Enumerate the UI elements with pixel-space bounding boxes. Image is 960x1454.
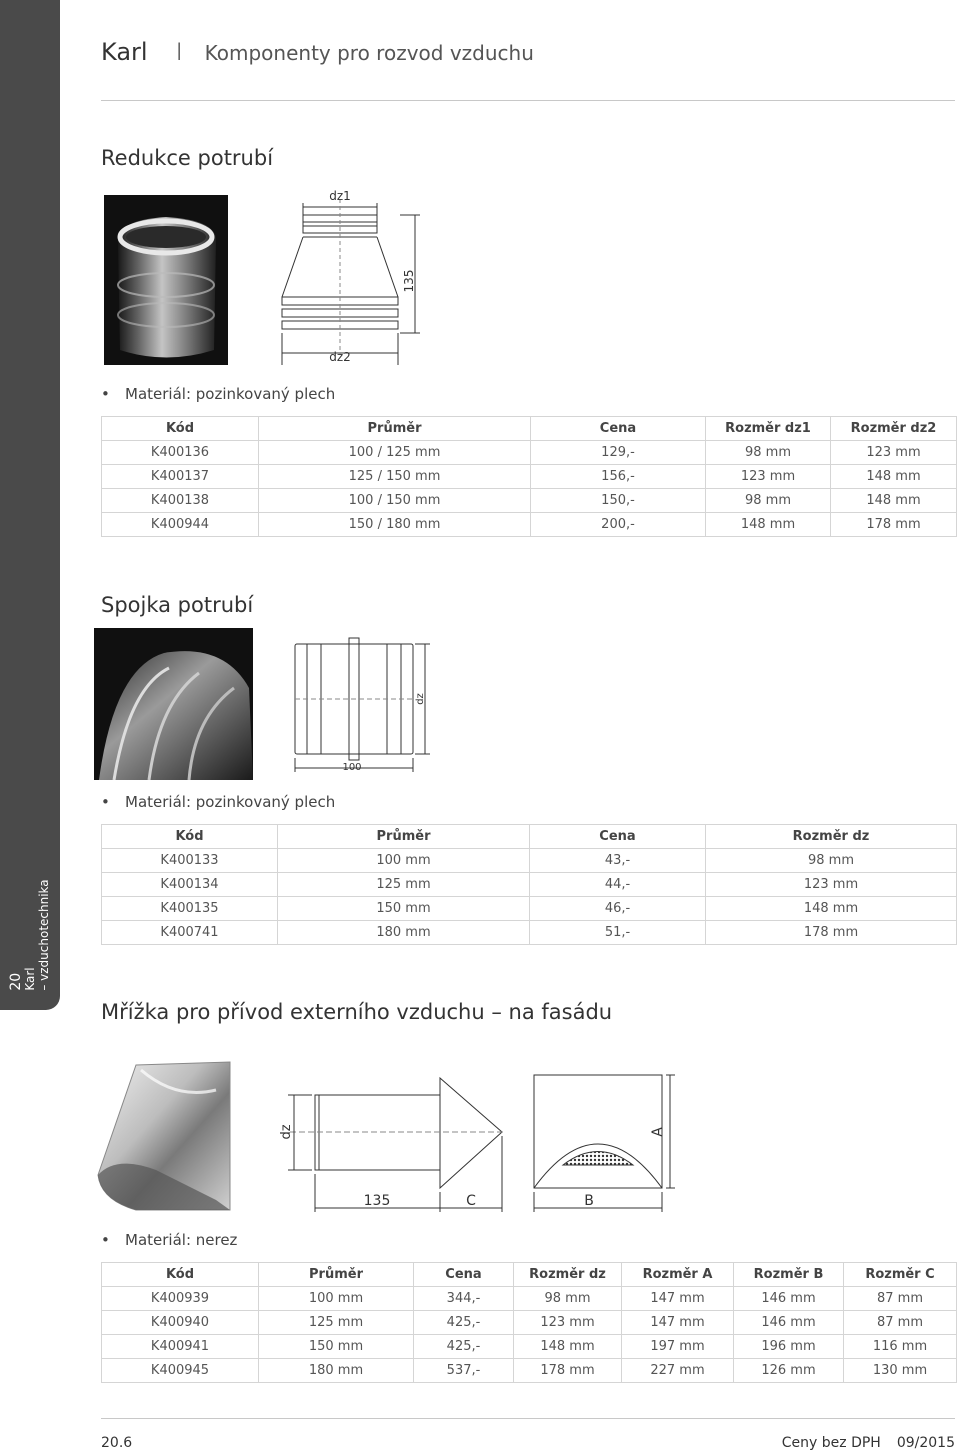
table-row	[102, 513, 957, 537]
table-row	[102, 489, 957, 513]
product-photo-spojka	[94, 628, 253, 780]
table-cell: K400941	[102, 1335, 259, 1359]
table-header-row	[102, 825, 957, 849]
table-cell: 98 mm	[514, 1287, 622, 1311]
table-header-row	[102, 417, 957, 441]
table-cell: 98 mm	[706, 489, 831, 513]
material-bullet-spojka: • Materiál: pozinkovaný plech	[101, 793, 336, 811]
table-cell: 146 mm	[734, 1311, 844, 1335]
label-length: 135	[363, 1193, 391, 1209]
table-cell: K400137	[102, 465, 259, 489]
table-cell: 178 mm	[514, 1359, 622, 1383]
product-photo-redukce	[104, 195, 228, 365]
table-cell: K400944	[102, 513, 259, 537]
table-cell: 227 mm	[622, 1359, 734, 1383]
table-cell: 148 mm	[831, 465, 957, 489]
table-cell: K400138	[102, 489, 259, 513]
page-header	[101, 38, 534, 66]
table-cell: 147 mm	[622, 1287, 734, 1311]
column-header: Kód	[102, 1263, 259, 1287]
footer-divider	[101, 1418, 955, 1419]
table-cell: K400940	[102, 1311, 259, 1335]
table-row	[102, 465, 957, 489]
table-cell: 178 mm	[831, 513, 957, 537]
table-cell: 200,-	[531, 513, 706, 537]
sidebar-page-number: 20	[8, 972, 24, 991]
technical-drawing-redukce	[270, 185, 430, 365]
table-cell: 150 / 180 mm	[259, 513, 531, 537]
column-header: Rozměr dz1	[706, 417, 831, 441]
table-cell: 180 mm	[259, 1359, 414, 1383]
column-header: Rozměr B	[734, 1263, 844, 1287]
header-brand: Karl	[101, 38, 148, 66]
table-cell: 51,-	[530, 921, 706, 945]
column-header: Rozměr dz2	[831, 417, 957, 441]
footer-info	[782, 1435, 955, 1451]
table-cell: 150,-	[531, 489, 706, 513]
table-cell: 125 mm	[259, 1311, 414, 1335]
table-cell: 123 mm	[514, 1311, 622, 1335]
table-cell: K400133	[102, 849, 278, 873]
table-cell: 126 mm	[734, 1359, 844, 1383]
table-row	[102, 921, 957, 945]
table-cell: 100 mm	[259, 1287, 414, 1311]
column-header: Průměr	[278, 825, 530, 849]
table-row	[102, 1335, 957, 1359]
label-dz2: dz2	[329, 350, 351, 364]
table-cell: 425,-	[414, 1335, 514, 1359]
table-cell: 125 / 150 mm	[259, 465, 531, 489]
table-cell: 537,-	[414, 1359, 514, 1383]
table-cell: 123 mm	[706, 465, 831, 489]
column-header: Rozměr A	[622, 1263, 734, 1287]
table-row	[102, 849, 957, 873]
table-cell: 197 mm	[622, 1335, 734, 1359]
table-cell: 148 mm	[706, 513, 831, 537]
table-cell: 148 mm	[706, 897, 957, 921]
section-title-mrizka: Mřížka pro přívod externího vzduchu – na fasádu	[101, 1000, 613, 1024]
table-cell: 148 mm	[831, 489, 957, 513]
header-separator: I	[175, 38, 183, 66]
table-cell: 148 mm	[514, 1335, 622, 1359]
sidebar-brand: Karl	[23, 967, 37, 991]
table-cell: 425,-	[414, 1311, 514, 1335]
material-text: Materiál: pozinkovaný plech	[125, 793, 336, 811]
table-cell: K400134	[102, 873, 278, 897]
column-header: Rozměr dz	[514, 1263, 622, 1287]
table-row	[102, 897, 957, 921]
label-b: B	[584, 1193, 594, 1209]
header-divider	[101, 100, 955, 101]
table-cell: K400939	[102, 1287, 259, 1311]
table-cell: K400135	[102, 897, 278, 921]
table-cell: 130 mm	[844, 1359, 957, 1383]
table-cell: 147 mm	[622, 1311, 734, 1335]
table-cell: 87 mm	[844, 1311, 957, 1335]
table-cell: 43,-	[530, 849, 706, 873]
table-header-row	[102, 1263, 957, 1287]
table-cell: 98 mm	[706, 441, 831, 465]
table-cell: 46,-	[530, 897, 706, 921]
table-cell: 100 / 150 mm	[259, 489, 531, 513]
table-cell: 123 mm	[831, 441, 957, 465]
table-cell: 150 mm	[259, 1335, 414, 1359]
table-cell: 100 mm	[278, 849, 530, 873]
sidebar-tab	[0, 0, 60, 1010]
label-dz: dz	[415, 693, 426, 705]
label-height: 135	[402, 269, 416, 293]
table-row	[102, 1359, 957, 1383]
table-cell: 98 mm	[706, 849, 957, 873]
table-spojka	[101, 824, 957, 945]
material-bullet-redukce: • Materiál: pozinkovaný plech	[101, 385, 336, 403]
table-row	[102, 1287, 957, 1311]
label-a: A	[650, 1127, 666, 1137]
table-cell: 129,-	[531, 441, 706, 465]
footer-price-note: Ceny bez DPH	[781, 1435, 881, 1451]
table-cell: 196 mm	[734, 1335, 844, 1359]
material-text: Materiál: nerez	[125, 1231, 238, 1249]
table-mrizka	[101, 1262, 957, 1383]
table-cell: 156,-	[531, 465, 706, 489]
table-cell: 180 mm	[278, 921, 530, 945]
label-length: 100	[342, 762, 362, 772]
table-cell: 150 mm	[278, 897, 530, 921]
column-header: Průměr	[259, 417, 531, 441]
technical-drawing-mrizka-side	[270, 1070, 520, 1212]
material-text: Materiál: pozinkovaný plech	[125, 385, 336, 403]
section-title-spojka: Spojka potrubí	[101, 593, 254, 617]
column-header: Cena	[530, 825, 706, 849]
column-header: Cena	[414, 1263, 514, 1287]
header-subtitle: Komponenty pro rozvod vzduchu	[204, 41, 534, 65]
table-cell: K400741	[102, 921, 278, 945]
table-cell: 146 mm	[734, 1287, 844, 1311]
label-dz1: dz1	[329, 189, 351, 203]
section-title-redukce: Redukce potrubí	[101, 146, 274, 170]
product-photo-mrizka	[96, 1060, 236, 1212]
table-cell: 116 mm	[844, 1335, 957, 1359]
table-cell: 344,-	[414, 1287, 514, 1311]
technical-drawing-mrizka-front	[525, 1070, 675, 1212]
table-cell: K400136	[102, 441, 259, 465]
footer-date: 09/2015	[896, 1435, 955, 1451]
footer-page-number: 20.6	[101, 1435, 133, 1451]
table-redukce	[101, 416, 957, 537]
column-header: Průměr	[259, 1263, 414, 1287]
table-row	[102, 441, 957, 465]
table-row	[102, 1311, 957, 1335]
label-c: C	[466, 1193, 476, 1209]
label-dz: dz	[279, 1124, 294, 1140]
table-cell: 125 mm	[278, 873, 530, 897]
column-header: Kód	[102, 417, 259, 441]
sidebar-section: – vzduchotechnika	[37, 879, 51, 991]
table-cell: 100 / 125 mm	[259, 441, 531, 465]
table-cell: K400945	[102, 1359, 259, 1383]
material-bullet-mrizka: • Materiál: nerez	[101, 1231, 238, 1249]
table-cell: 178 mm	[706, 921, 957, 945]
table-row	[102, 873, 957, 897]
table-cell: 44,-	[530, 873, 706, 897]
table-cell: 123 mm	[706, 873, 957, 897]
column-header: Rozměr C	[844, 1263, 957, 1287]
technical-drawing-spojka	[285, 632, 440, 772]
column-header: Kód	[102, 825, 278, 849]
column-header: Rozměr dz	[706, 825, 957, 849]
column-header: Cena	[531, 417, 706, 441]
table-cell: 87 mm	[844, 1287, 957, 1311]
